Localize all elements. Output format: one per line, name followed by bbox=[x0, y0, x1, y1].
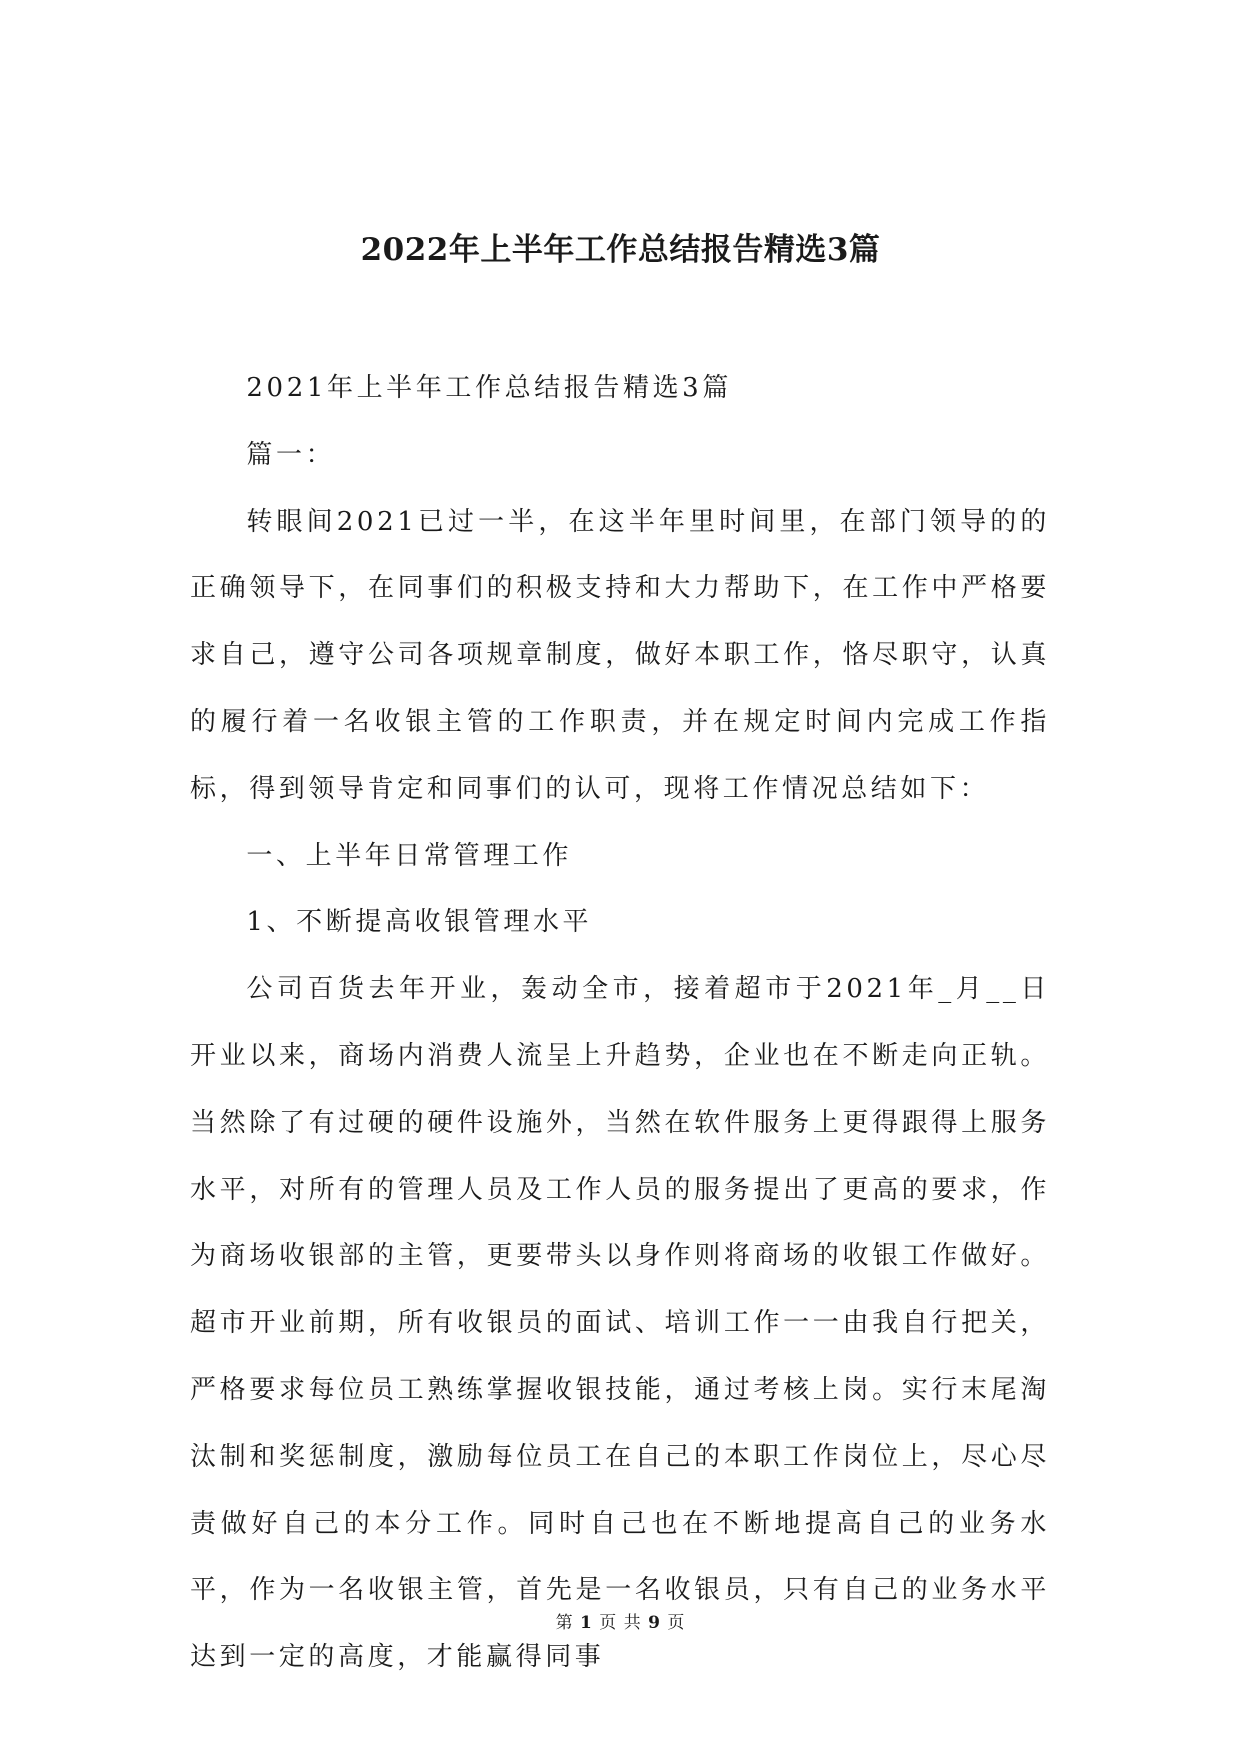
page-footer bbox=[0, 1608, 1241, 1633]
section-heading: 一、上半年日常管理工作 bbox=[246, 840, 573, 871]
body-paragraph: 公司百货去年开业，轰动全市，接着超市于2021年_月__日开业以来，商场内消费人流呈上升趋势，企业也在不断走向正轨。当然除了有过硬的硬件设施外，当然在软件服务上更得跟得上服务水平，对所有的管理人员及工作人员的服务提出了更高的要求，作为商场收银部的主管，更要带头以身作则将商场的收银工作做好。超市开业前期，所有收银员的面试、培训工作一一由我自行把关，严格要求每位员工熟练掌握收银技能，通过考核上岗。实行末尾淘汰制和奖惩制度，激励每位员工在自己的本职工作岗位上，尽心尽责做好自己的本分工作。同时自己也在不断地提高自己的业务水平，作为一名收银主管，首先是一名收银员，只有自己的业务水平达到一定的高度，才能赢得同事 bbox=[190, 974, 1050, 1673]
footer-middle: 页 共 bbox=[599, 1613, 642, 1633]
section-label: 篇一： bbox=[246, 439, 336, 470]
footer-prefix: 第 bbox=[555, 1613, 574, 1633]
subsection-heading: 1、不断提高收银管理水平 bbox=[246, 907, 593, 938]
document-title: 2022年上半年工作总结报告精选3篇 bbox=[360, 232, 881, 268]
footer-suffix: 页 bbox=[667, 1613, 686, 1633]
current-page-number: 1 bbox=[580, 1613, 593, 1633]
total-page-count: 9 bbox=[648, 1613, 661, 1633]
document-body bbox=[190, 355, 1050, 1691]
subtitle-paragraph: 2021年上半年工作总结报告精选3篇 bbox=[246, 373, 732, 403]
intro-paragraph: 转眼间2021已过一半，在这半年里时间里，在部门领导的的正确领导下，在同事们的积极支持和大力帮助下，在工作中严格要求自己，遵守公司各项规章制度，做好本职工作，恪尽职守，认真的履行着一名收银主管的工作职责，并在规定时间内完成工作指标，得到领导肯定和同事们的认可，现将工作情况总结如下： bbox=[190, 506, 1050, 804]
